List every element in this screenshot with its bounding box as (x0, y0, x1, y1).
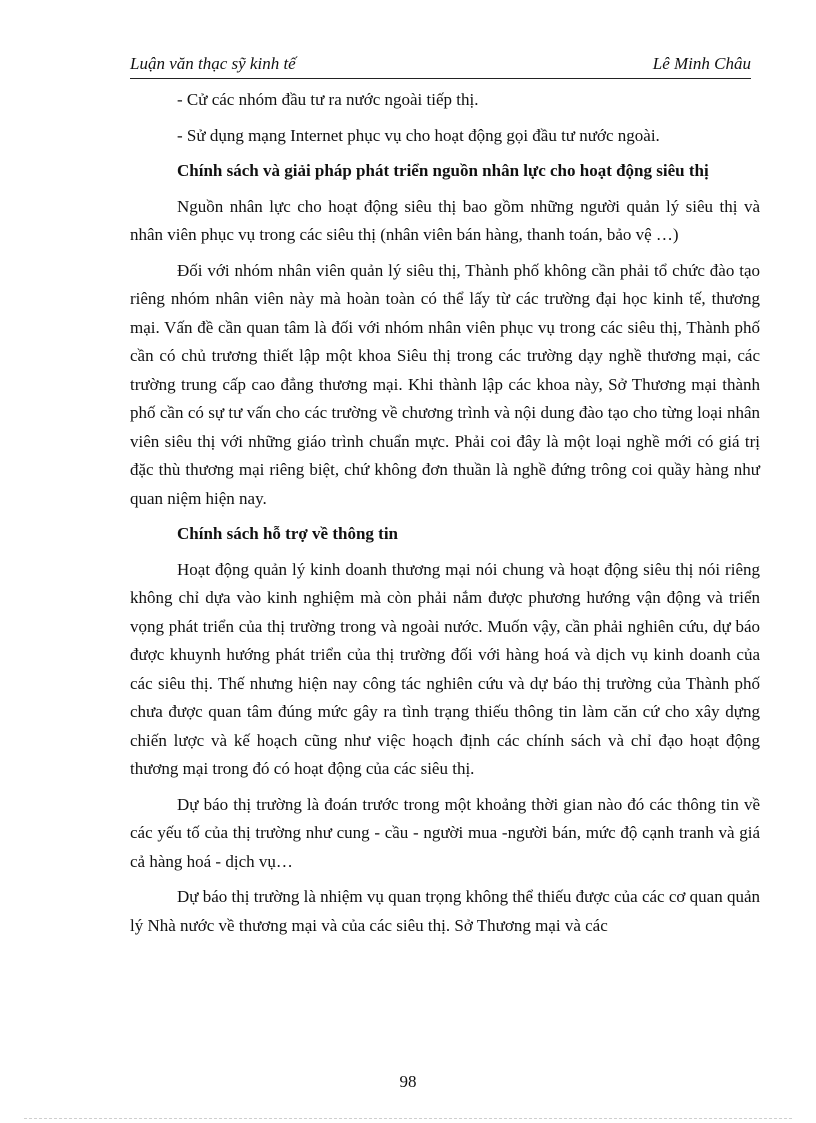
section-heading: Chính sách và giải pháp phát triển nguồn nhân lực cho hoạt động siêu thị (177, 161, 709, 180)
page-body (130, 86, 760, 947)
section-heading: Chính sách hỗ trợ về thông tin (177, 524, 399, 543)
bullet-item: - Cử các nhóm đầu tư ra nước ngoài tiếp thị. (177, 90, 479, 109)
body-paragraph: Dự báo thị trường là nhiệm vụ quan trọng không thể thiếu được của các cơ quan quản lý Nhà nước về thương mại và của các siêu thị. Sở Thương mại và các (130, 887, 760, 935)
header-thesis-title: Luận văn thạc sỹ kinh tế (130, 54, 296, 73)
bullet-item: - Sử dụng mạng Internet phục vụ cho hoạt động gọi đầu tư nước ngoài. (177, 125, 660, 145)
page-number: 98 (399, 1072, 417, 1091)
body-paragraph: Nguồn nhân lực cho hoạt động siêu thị bao gồm những người quản lý siêu thị và nhân viên phục vụ trong các siêu thị (nhân viên bán hàng, thanh toán, bảo vệ …) (130, 196, 760, 244)
body-paragraph: Dự báo thị trường là đoán trước trong một khoảng thời gian nào đó các thông tin về các yếu tố của thị trường như cung - cầu - người mua -người bán, mức độ cạnh tranh và giá cả hàng hoá - dịch vụ… (130, 794, 760, 871)
body-paragraph: Hoạt động quản lý kinh doanh thương mại nói chung và hoạt động siêu thị nói riêng không chỉ dựa vào kinh nghiệm mà còn phải nắm được phương hướng vận động và triển vọng phát triển của thị trường trong và ngoài nước. Muốn vậy, cần phải nghiên cứu, dự báo được khuynh hướng phát triển của thị trường đối với hàng hoá và dịch vụ kinh doanh của các siêu thị. Thế nhưng hiện nay công tác nghiên cứu và dự báo thị trường của Thành phố chưa được quan tâm đúng mức gây ra tình trạng thiếu thông tin làm căn cứ cho xây dựng chiến lược và kế hoạch cũng như việc hoạch định các chính sách và chỉ đạo hoạt động thương mại trong đó có hoạt động của các siêu thị. (130, 559, 760, 778)
running-header (130, 52, 751, 79)
body-paragraph: Đối với nhóm nhân viên quản lý siêu thị, Thành phố không cần phải tổ chức đào tạo riêng nhóm nhân viên này mà hoàn toàn có thể lấy từ các trường đại học kinh tế, thương mại. Vấn đề cần quan tâm là đối với nhóm nhân viên phục vụ trong các siêu thị, Thành phố cần có chủ trương thiết lập một khoa Siêu thị trong các trường dạy nghề thương mại, các trường trung cấp cao đẳng thương mại. Khi thành lập các khoa này, Sở Thương mại thành phố cần có sự tư vấn cho các trường về chương trình và nội dung đào tạo cho từng loại nhân viên siêu thị với những giáo trình chuẩn mực. Phải coi đây là một loại nghề mới có giá trị đặc thù thương mại riêng biệt, chứ không đơn thuần là nghề đứng trông coi quầy hàng như quan niệm hiện nay. (130, 260, 760, 508)
footer-divider (24, 1118, 792, 1119)
header-author: Lê Minh Châu (652, 54, 751, 73)
